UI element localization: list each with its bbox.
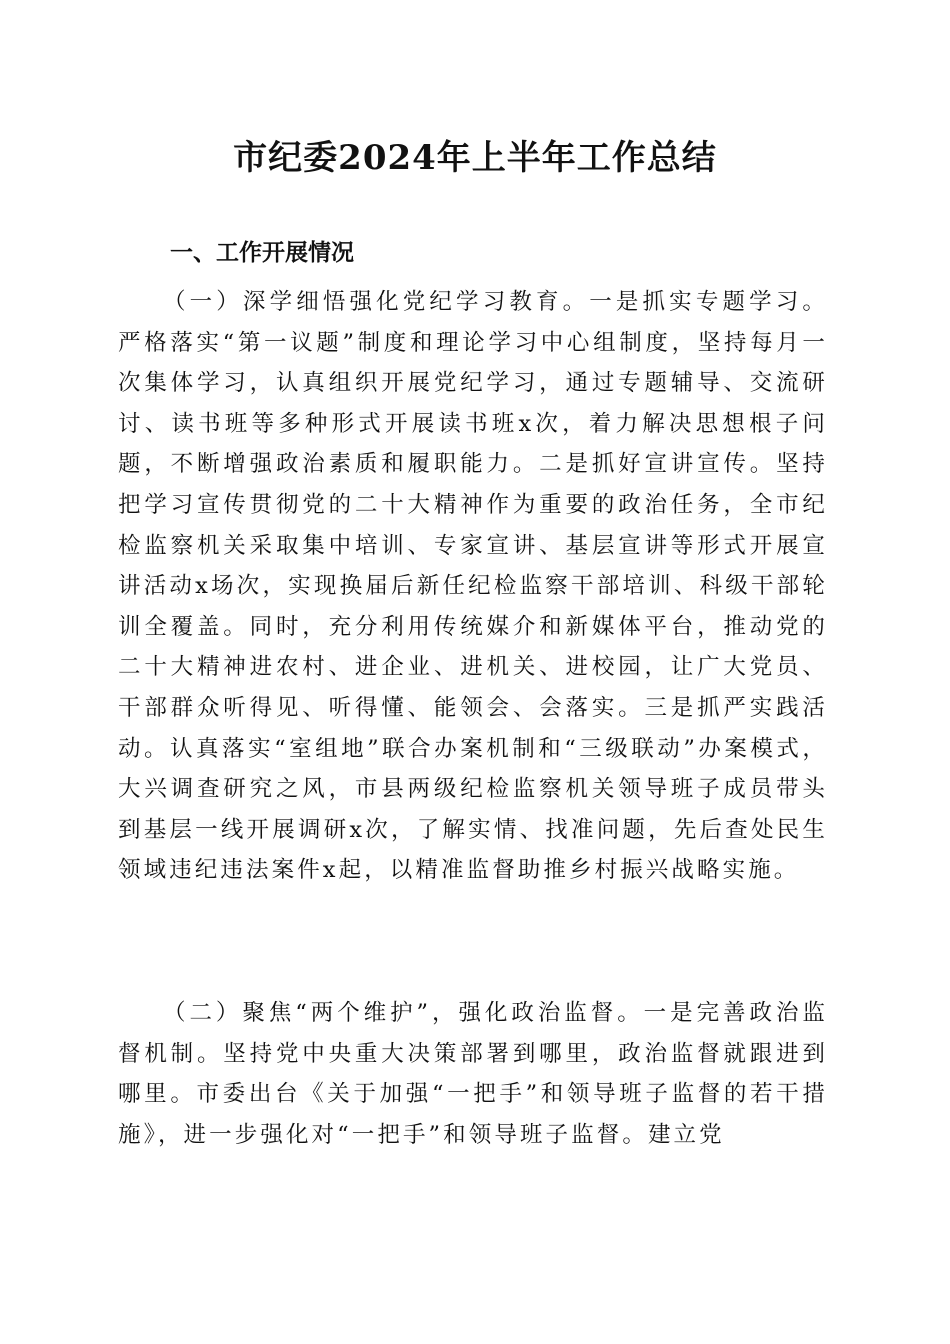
document-title: 市纪委2024年上半年工作总结 bbox=[233, 138, 717, 178]
section-heading: 一、工作开展情况 bbox=[170, 240, 354, 266]
paragraph: （二）聚焦“两个维护”，强化政治监督。一是完善政治监督机制。坚持党中央重大决策部署到哪里，政治监督就跟进到哪里。市委出台《关于加强“一把手”和领导班子监督的若干措施》，进一步强化对“一把手”和领导班子监督。建立党 bbox=[118, 1000, 828, 1148]
paragraph: （一）深学细悟强化党纪学习教育。一是抓实专题学习。严格落实“第一议题”制度和理论学习中心组制度，坚持每月一次集体学习，认真组织开展党纪学习，通过专题辅导、交流研讨、读书班等多种形式开展读书班x次，着力解决思想根子问题，不断增强政治素质和履职能力。二是抓好宣讲宣传。坚持把学习宣传贯彻党的二十大精神作为重要的政治任务，全市纪检监察机关采取集中培训、专家宣讲、基层宣讲等形式开展宣讲活动x场次，实现换届后新任纪检监察干部培训、科级干部轮训全覆盖。同时，充分利用传统媒介和新媒体平台，推动党的二十大精神进农村、进企业、进机关、进校园，让广大党员、干部群众听得见、听得懂、能领会、会落实。三是抓严实践活动。认真落实“室组地”联合办案机制和“三级联动”办案模式，大兴调查研究之风，市县两级纪检监察机关领导班子成员带头到基层一线开展调研x次，了解实情、找准问题，先后查处民生领域违纪违法案件x起，以精准监督助推乡村振兴战略实施。 bbox=[118, 289, 828, 884]
